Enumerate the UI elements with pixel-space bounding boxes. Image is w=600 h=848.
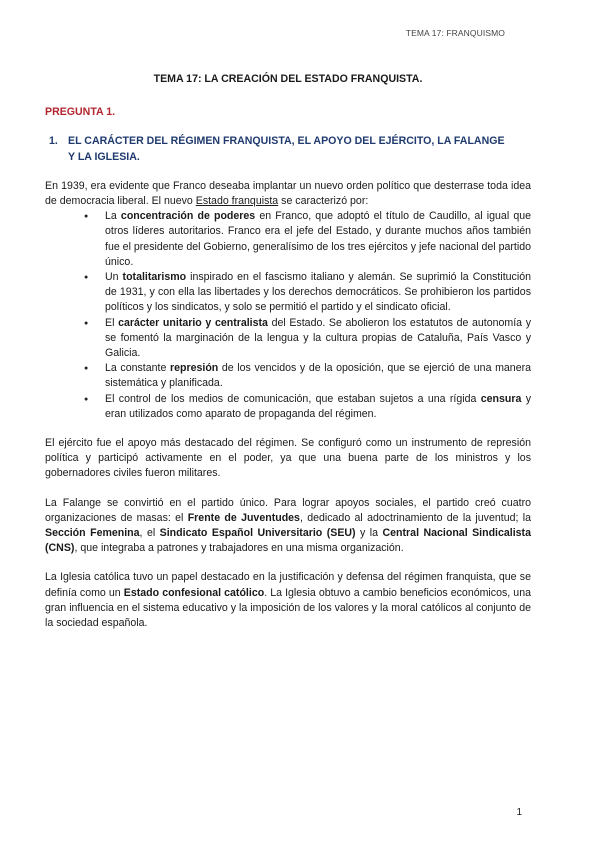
key-term: Frente de Juventudes [187, 511, 300, 524]
falange-paragraph: La Falange se convirtió en el partido único. Para lograr apoyos sociales, el partido creó cuatro organizaciones de masas: el Frente de Juventudes, dedicado al adoctrinamiento de la juventud; la Sección Femenina, el Sindicato Español Universitario (SEU) y la Central Nacional Sindicalista (CNS), que integraba a patrones y trabajadores en una misma organización. [45, 496, 531, 555]
section-heading [49, 134, 531, 164]
question-label: PREGUNTA 1. [45, 106, 116, 119]
key-term: Central Nacional Sindicalista (CNS) [45, 527, 531, 555]
church-paragraph: La Iglesia católica tuvo un papel destacado en la justificación y defensa del régimen franquista, que se definía como un Estado confesional católico. La Iglesia obtuvo a cambio beneficios económicos, una gran influencia en el sistema educativo y la imposición de los valores y la moral católicos al conjunto de la sociedad española. [45, 571, 531, 630]
key-term: Estado confesional católico [123, 586, 265, 599]
key-term: censura [480, 392, 522, 405]
list-item: ● El carácter unitario y centralista del Estado. Se abolieron los estatutos de autonomía y se fomentó la marginación de la lengua y la cultura propias de Cataluña, País Vasco y Galicia. [105, 316, 531, 362]
intro-text-end: se caracterizó por: [278, 195, 369, 208]
characteristics-list [45, 209, 531, 422]
key-term: Sección Femenina [45, 527, 140, 540]
document-title: TEMA 17: LA CREACIÓN DEL ESTADO FRANQUISTA. [153, 73, 423, 85]
estado-franquista-term: Estado franquista [195, 195, 279, 208]
running-header: TEMA 17: FRANQUISMO [405, 28, 505, 38]
list-item: ● La concentración de poderes en Franco, que adoptó el título de Caudillo, al igual que otros líderes autoritarios. Franco era el jefe del Estado, y durante muchos años también fue el presidente del Gobierno, generalísimo de los tres ejércitos y jefe nacional del partido único. [105, 209, 531, 270]
document-body [45, 72, 531, 645]
key-term: concentración de poderes [120, 210, 256, 223]
key-term: Sindicato Español Universitario (SEU) [159, 527, 356, 540]
intro-text: En 1939, era evidente que Franco deseaba implantar un nuevo orden político que desterrase toda idea de democracia liberal. El nuevo [45, 179, 531, 208]
list-item: ● El control de los medios de comunicación, que estaban sujetos a una rígida censura y eran utilizados como aparato de propaganda del régimen. [105, 392, 531, 422]
section-number: 1. [49, 135, 58, 148]
list-item: ● La constante represión de los vencidos y de la oposición, que se ejerció de una manera sistemática y planificada. [105, 361, 531, 391]
army-paragraph: El ejército fue el apoyo más destacado del régimen. Se configuró como un instrumento de represión política y participó activamente en el poder, ya que una buena parte de los ministros y los gobernadores civiles fueron militares. [45, 437, 531, 480]
list-item: ● Un totalitarismo inspirado en el fascismo italiano y alemán. Se suprimió la Constitución de 1931, y con ella las libertades y los derechos democráticos. Se prohibieron los partidos políticos y los sindicatos, y solo se permitió el partido y el sindicato oficial. [105, 270, 531, 316]
intro-paragraph [45, 179, 531, 209]
key-term: carácter unitario y centralista [118, 316, 268, 329]
key-term: totalitarismo [122, 271, 187, 284]
key-term: represión [169, 362, 219, 375]
section-heading-text: EL CARÁCTER DEL RÉGIMEN FRANQUISTA, EL APOYO DEL EJÉRCITO, LA FALANGE Y LA IGLESIA. [68, 135, 505, 163]
page-number: 1 [516, 807, 522, 818]
